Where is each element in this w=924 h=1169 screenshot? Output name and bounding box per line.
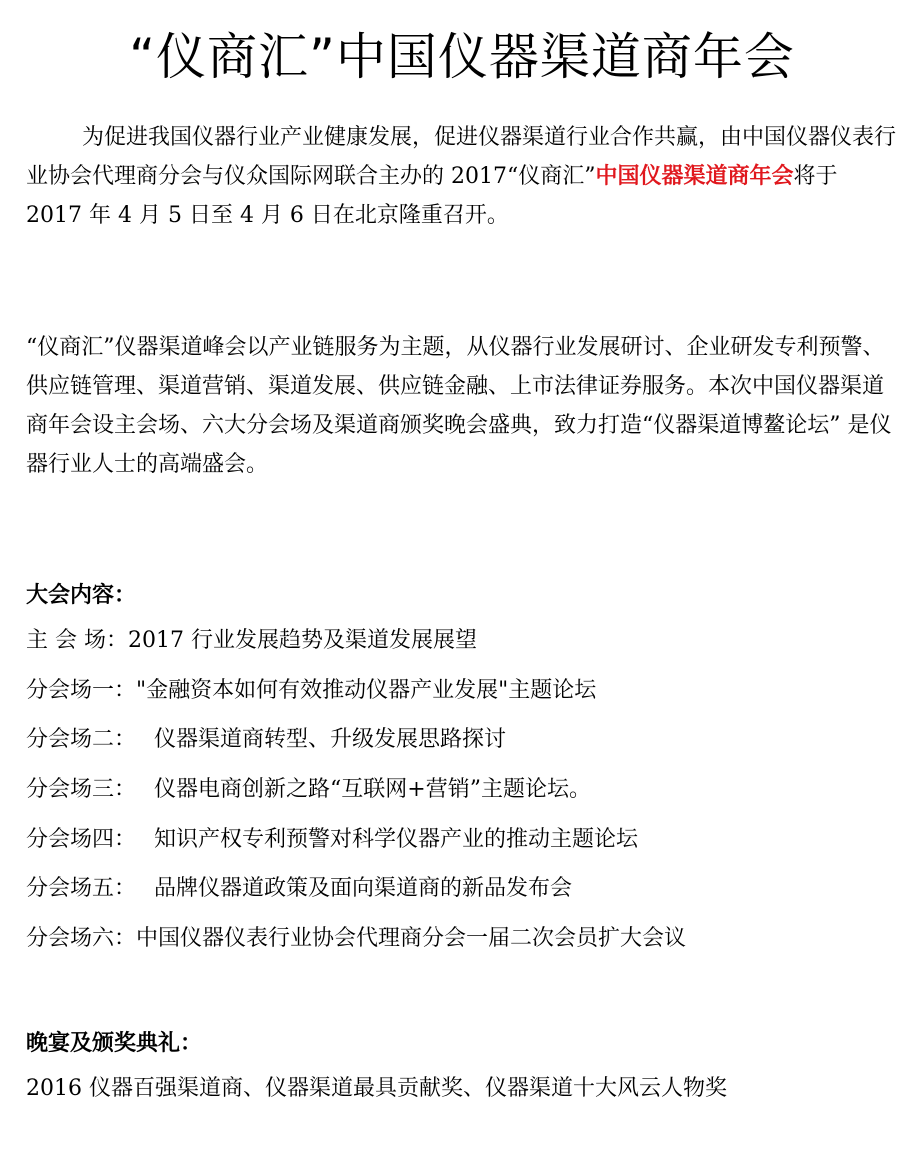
agenda-item-topic: 知识产权专利预警对科学仪器产业的推动主题论坛 bbox=[154, 826, 639, 852]
agenda-item-label: 分会场六： bbox=[26, 926, 137, 952]
summary-paragraph: “仪商汇”仪器渠道峰会以产业链服务为主题，从仪器行业发展研讨、企业研发专利预警、供应链管理、渠道营销、渠道发展、供应链金融、上市法律证券服务。本次中国仪器渠道商年会设主会场、六大分会场及渠道商颁奖晚会盛典，致力打造“仪器渠道博鳌论坛” 是仪器行业人士的高端盛会。 bbox=[26, 335, 892, 477]
agenda-item-label: 分会场一： bbox=[26, 677, 137, 703]
agenda-list bbox=[26, 626, 686, 974]
agenda-item bbox=[26, 874, 686, 924]
agenda-item bbox=[26, 626, 686, 676]
agenda-item-topic: 品牌仪器道政策及面向渠道商的新品发布会 bbox=[154, 876, 573, 902]
agenda-item bbox=[26, 725, 686, 775]
agenda-item-topic: 中国仪器仪表行业协会代理商分会一届二次会员扩大会议 bbox=[136, 926, 687, 952]
agenda-item bbox=[26, 825, 686, 875]
agenda-item-topic: "金融资本如何有效推动仪器产业发展"主题论坛 bbox=[136, 677, 597, 703]
agenda-item-label: 分会场三： bbox=[26, 777, 137, 803]
agenda-item bbox=[26, 676, 686, 726]
agenda-item-topic: 2017 行业发展趋势及渠道发展展望 bbox=[128, 628, 477, 653]
page-title: “仪商汇”中国仪器渠道商年会 bbox=[129, 28, 795, 86]
intro-highlight: 中国仪器渠道商年会 bbox=[595, 164, 794, 189]
agenda-item bbox=[26, 924, 686, 974]
agenda-item-label: 分会场二： bbox=[26, 727, 137, 753]
gala-heading: 晚宴及颁奖典礼： bbox=[26, 1031, 203, 1056]
intro-text-before: 为促进我国仪器行业产业健康发展，促进仪器渠道行业合作共赢，由中国仪器仪表行业协会代理商分会与仪众国际网联合主办的 2017“仪商汇” bbox=[26, 125, 897, 189]
agenda-item-topic: 仪器渠道商转型、升级发展思路探讨 bbox=[154, 727, 507, 753]
agenda-item bbox=[26, 775, 686, 825]
agenda-item-label: 主 会 场： bbox=[26, 628, 128, 653]
awards-text: 2016 仪器百强渠道商、仪器渠道最具贡献奖、仪器渠道十大风云人物奖 bbox=[26, 1076, 727, 1101]
agenda-heading: 大会内容： bbox=[26, 583, 137, 608]
agenda-item-label: 分会场四： bbox=[26, 826, 137, 852]
intro-text-after: 将于 2017 年 4 月 5 日至 4 月 6 日在北京隆重召开。 bbox=[26, 164, 838, 228]
agenda-item-label: 分会场五： bbox=[26, 876, 137, 902]
intro-paragraph bbox=[26, 118, 898, 235]
agenda-item-topic: 仪器电商创新之路“互联网+营销”主题论坛。 bbox=[154, 777, 591, 803]
